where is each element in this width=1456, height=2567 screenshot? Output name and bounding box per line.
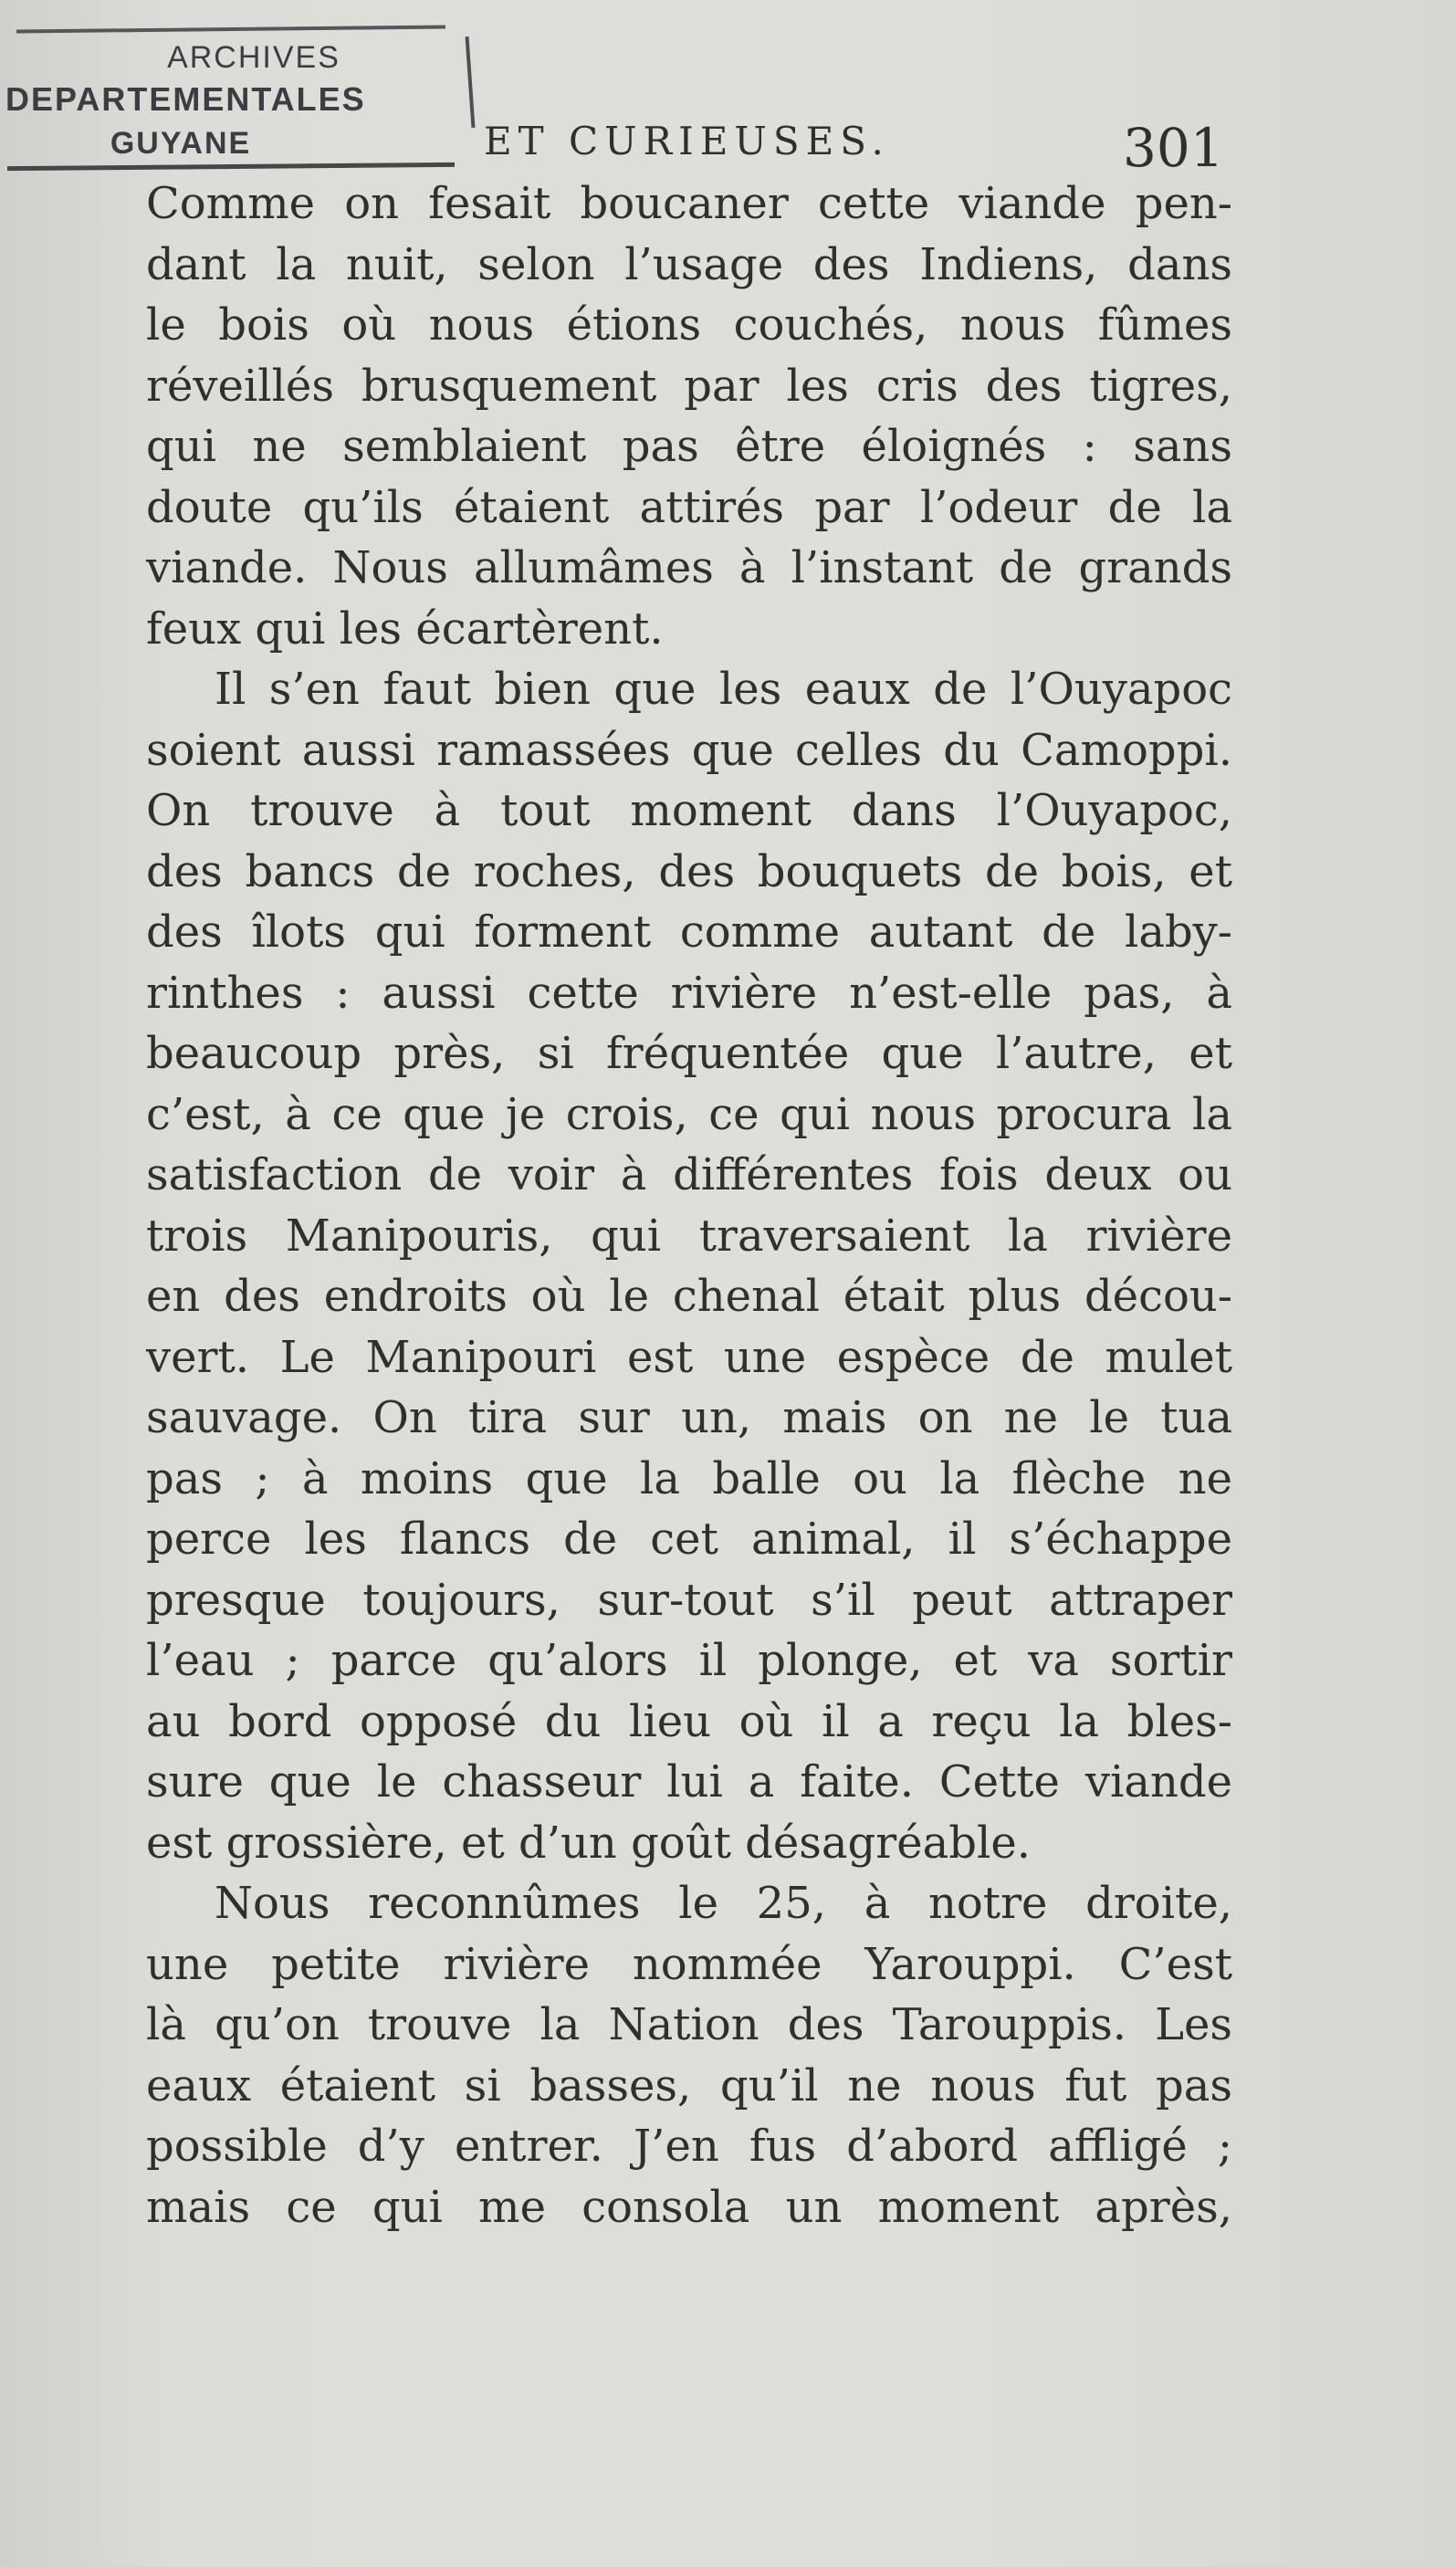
stamp-line-archives: ARCHIVES (167, 40, 340, 75)
text-line: des îlots qui forment comme autant de laby- (146, 906, 1232, 958)
text-line: pas ; à moins que la balle ou la flèche ne (146, 1452, 1232, 1504)
running-title: ET CURIEUSES. (484, 119, 890, 163)
text-line: doute qu’ils étaient attirés par l’odeur de la (146, 481, 1232, 533)
text-line: au bord opposé du lieu où il a reçu la bles- (146, 1695, 1232, 1747)
text-line: l’eau ; parce qu’alors il plonge, et va sortir (146, 1635, 1232, 1686)
text-line: est grossière, et d’un goût désagréable. (146, 1817, 1031, 1869)
text-line: satisfaction de voir à différentes fois deux ou (146, 1149, 1232, 1200)
text-line: dant la nuit, selon l’usage des Indiens, dans (146, 238, 1232, 290)
text-line: Nous reconnûmes le 25, à notre droite, (215, 1878, 1232, 1929)
text-line: mais ce qui me consola un moment après, (146, 2181, 1232, 2233)
text-line: possible d’y entrer. J’en fus d’abord affligé ; (146, 2121, 1232, 2172)
text-line: Il s’en faut bien que les eaux de l’Ouyapoc (215, 664, 1232, 715)
text-line: On trouve à tout moment dans l’Ouyapoc, (146, 785, 1232, 836)
stamp-line-guyane: GUYANE (110, 126, 252, 161)
stamp-line-departementales: DEPARTEMENTALES (5, 80, 366, 118)
text-line: trois Manipouris, qui traversaient la rivière (146, 1210, 1232, 1262)
text-line: perce les flancs de cet animal, il s’échappe (146, 1514, 1232, 1565)
text-line: vert. Le Manipouri est une espèce de mulet (146, 1331, 1232, 1383)
page-number: 301 (1123, 117, 1224, 179)
text-line: des bancs de roches, des bouquets de bois, et (146, 845, 1232, 897)
text-line: c’est, à ce que je crois, ce qui nous procura la (146, 1088, 1232, 1140)
text-line: rinthes : aussi cette rivière n’est-elle pas, à (146, 967, 1232, 1019)
text-line: viande. Nous allumâmes à l’instant de grands (146, 542, 1232, 593)
text-line: soient aussi ramassées que celles du Camoppi. (146, 724, 1232, 776)
text-line: sure que le chasseur lui a faite. Cette viande (146, 1756, 1232, 1807)
text-line: réveillés brusquement par les cris des tigres, (146, 360, 1232, 412)
text-line: Comme on fesait boucaner cette viande pen- (146, 178, 1232, 229)
text-line: eaux étaient si basses, qu’il ne nous fut pas (146, 2059, 1232, 2111)
text-line: presque toujours, sur-tout s’il peut attraper (146, 1574, 1232, 1626)
text-line: en des endroits où le chenal était plus décou- (146, 1271, 1232, 1322)
text-line: là qu’on trouve la Nation des Tarouppis. Les (146, 1999, 1232, 2050)
text-line: feux qui les écartèrent. (146, 602, 664, 655)
body-text (146, 173, 1232, 2237)
archive-stamp (7, 27, 473, 173)
text-line: beaucoup près, si fréquentée que l’autre, et (146, 1028, 1232, 1079)
text-line: une petite rivière nommée Yarouppi. C’est (146, 1938, 1232, 1990)
stamp-bottom-rule (7, 162, 455, 171)
text-line: le bois où nous étions couchés, nous fûmes (146, 299, 1232, 351)
stamp-top-rule (16, 26, 445, 34)
text-line: qui ne semblaient pas être éloignés : sans (146, 421, 1232, 472)
text-line: sauvage. On tira sur un, mais on ne le tua (146, 1392, 1232, 1443)
